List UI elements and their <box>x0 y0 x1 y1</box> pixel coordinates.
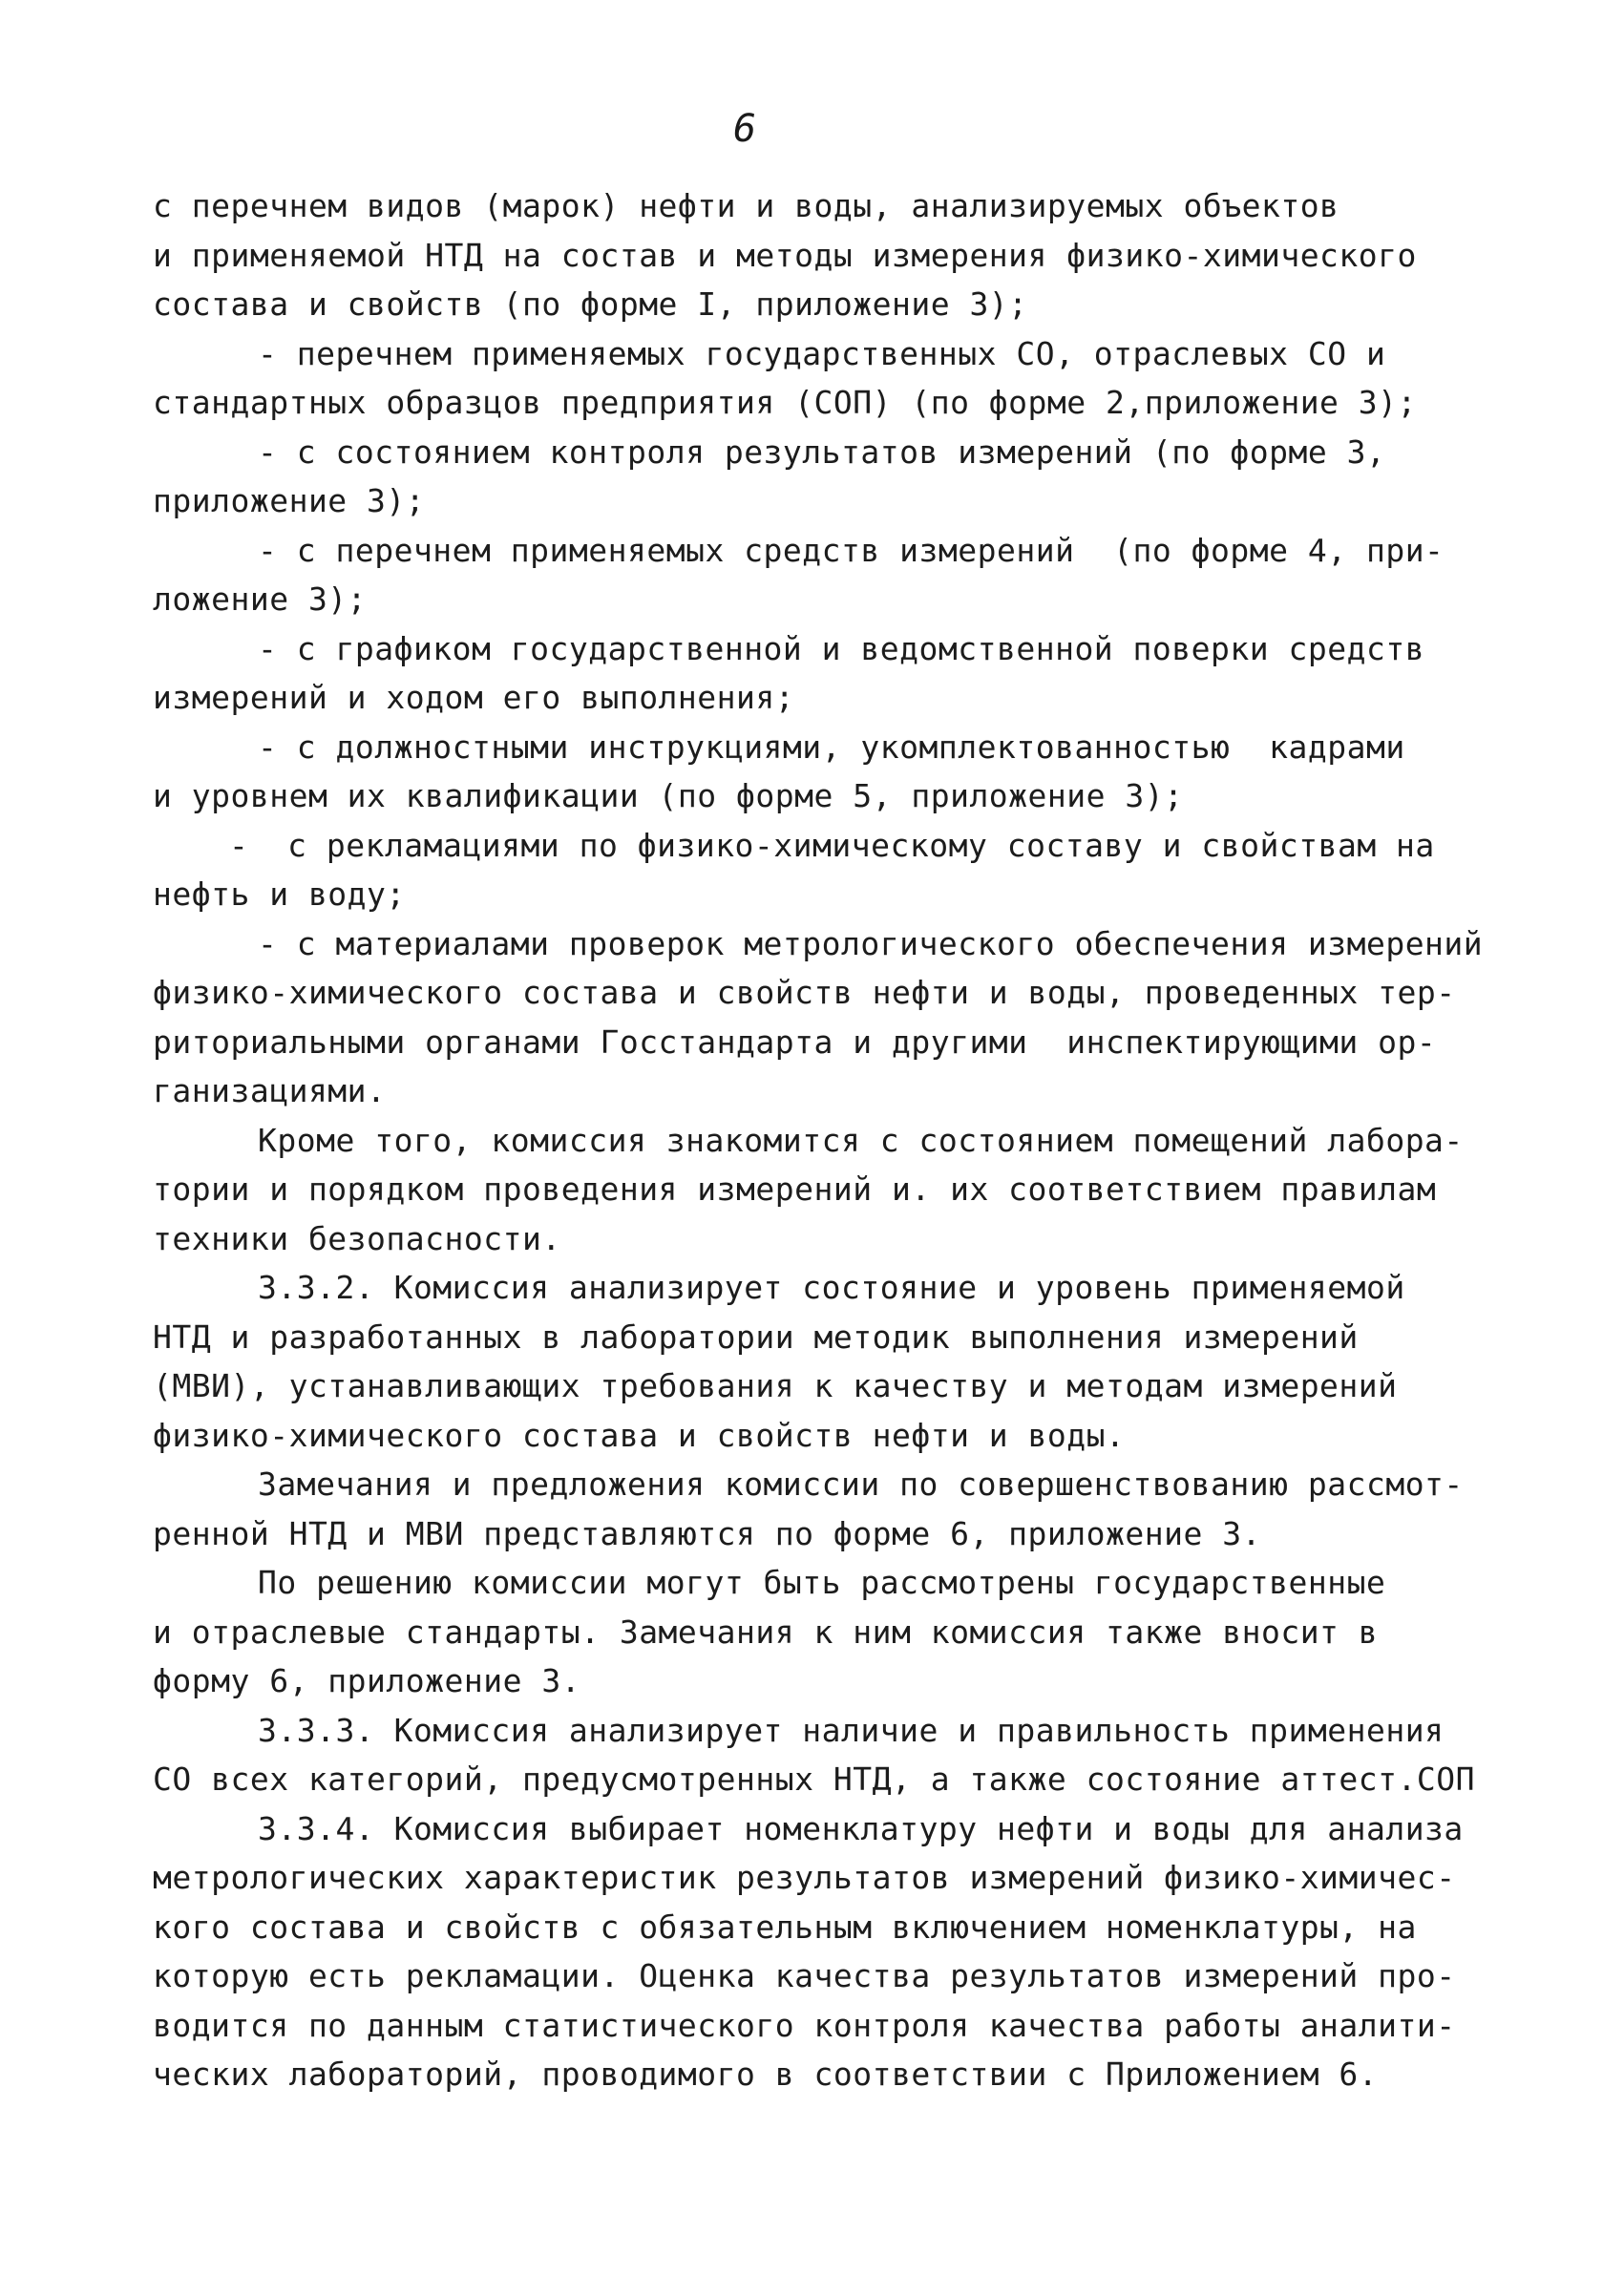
text-line: с перечнем видов (марок) нефти и воды, анализируемых объектов <box>153 187 1339 224</box>
text-line: - с должностными инструкциями, укомплектованностью кадрами <box>258 727 1405 766</box>
text-line: - с графиком государственной и ведомственной поверки средств <box>258 629 1425 667</box>
text-line: физико-химического состава и свойств нефти и воды, проведенных тер- <box>153 974 1456 1011</box>
text-line: техники безопасности. <box>153 1219 561 1257</box>
text-line: СО всех категорий, предусмотренных НТД, а также состояние аттест.СОП <box>153 1760 1476 1798</box>
text-line: форму 6, приложение 3. <box>153 1662 581 1699</box>
text-line: физико-химического состава и свойств нефти и воды. <box>153 1416 1126 1454</box>
text-line: Замечания и предложения комиссии по совершенствованию рассмот- <box>258 1465 1464 1503</box>
text-line: состава и свойств (по форме I, приложение 3); <box>153 285 1028 323</box>
text-line: которую есть рекламации. Оценка качества результатов измерений про- <box>153 1957 1456 1994</box>
page-number: 6 <box>732 107 757 151</box>
text-line: приложение 3); <box>153 482 426 519</box>
text-line: риториальными органами Госстандарта и другими инспектирующими ор- <box>153 1023 1437 1061</box>
text-line: По решению комиссии могут быть рассмотрены государственные <box>258 1564 1386 1601</box>
body-text <box>153 181 1489 2099</box>
text-line: измерений и ходом его выполнения; <box>153 679 795 716</box>
text-line: - с состоянием контроля результатов измерений (по форме 3, <box>258 432 1386 471</box>
text-line: и отраслевые стандарты. Замечания к ним комиссия также вносит в <box>153 1613 1379 1651</box>
text-line: - с рекламациями по физико-химическому составу и свойствам на <box>229 826 1435 864</box>
text-line: ренной НТД и МВИ представляются по форме 6, приложение 3. <box>153 1514 1261 1552</box>
text-line: - с материалами проверок метрологического обеспечения измерений <box>258 924 1484 962</box>
text-line: метрологических характеристик результатов измерений физико-химичес- <box>153 1859 1456 1896</box>
text-line: 3.3.3. Комиссия анализирует наличие и правильность применения <box>258 1711 1445 1749</box>
text-line: - с перечнем применяемых средств измерений (по форме 4, при- <box>258 531 1445 569</box>
text-line: (МВИ), устанавливающих требования к качеству и методам измерений <box>153 1367 1398 1404</box>
text-line: стандартных образцов предприятия (СОП) (по форме 2,приложение 3); <box>153 384 1417 421</box>
text-line: НТД и разработанных в лаборатории методик выполнения измерений <box>153 1318 1359 1356</box>
text-line: 3.3.2. Комиссия анализирует состояние и уровень применяемой <box>258 1269 1405 1306</box>
text-line: Кроме того, комиссия знакомится с состоянием помещений лабора- <box>258 1121 1464 1159</box>
text-line: тории и порядком проведения измерений и. их соответствием правилам <box>153 1170 1437 1208</box>
text-line: нефть и воду; <box>153 875 406 913</box>
text-line: и применяемой НТД на состав и методы измерения физико-химического <box>153 236 1417 274</box>
text-line: и уровнем их квалификации (по форме 5, приложение 3); <box>153 777 1184 814</box>
text-line: 3.3.4. Комиссия выбирает номенклатуру нефти и воды для анализа <box>258 1809 1464 1847</box>
text-line: - перечнем применяемых государственных СО, отраслевых СО и <box>258 334 1386 372</box>
text-line: ложение 3); <box>153 580 368 618</box>
text-line: ческих лабораторий, проводимого в соответствии с Приложением 6. <box>153 2056 1379 2093</box>
text-line: кого состава и свойств с обязательным включением номенклатуры, на <box>153 1908 1417 1946</box>
text-line: водится по данным статистического контроля качества работы аналити- <box>153 2006 1456 2044</box>
text-line: ганизациями. <box>153 1072 387 1109</box>
